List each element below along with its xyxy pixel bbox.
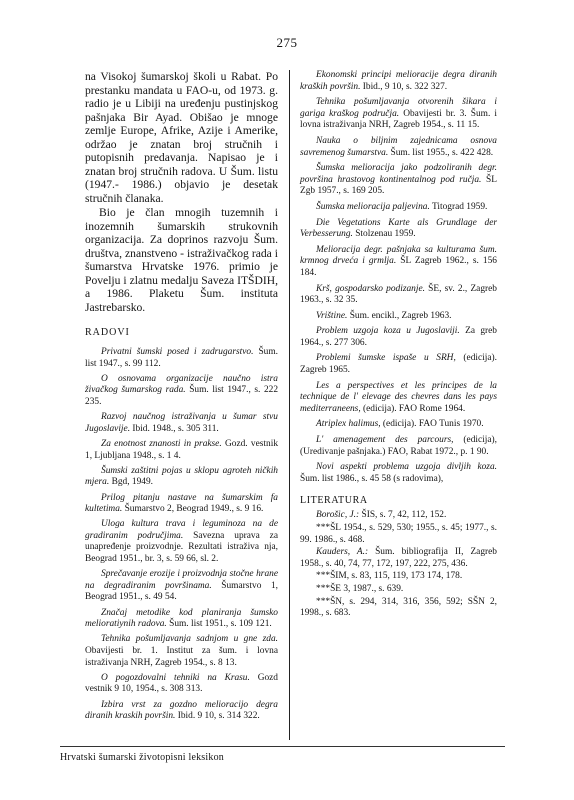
bibliography-entry — [85, 466, 278, 489]
bibliography-entry — [85, 493, 278, 516]
bibliography-entry — [85, 374, 278, 409]
bibliography-entry — [300, 284, 497, 307]
literature-citation: ***ŠIM, s. 83, 115, 119, 173 174, 178. — [316, 571, 463, 582]
entry-title: Prilog pitanju nastave na šumarskim fa kultetima. — [85, 492, 278, 515]
entry-title: Novi aspekti problema uzgoja divljih koza. — [316, 462, 497, 473]
entry-citation: Stolzenau 1959. — [352, 229, 416, 240]
entry-title: Izbira vrst za gozdno melioracijo degra diranih kraskih površin. — [85, 699, 278, 722]
right-column — [300, 70, 497, 621]
literature-entry — [300, 571, 497, 583]
entry-title: Nauka o biljnim zajednicama osnova savremenog šumarstva. — [300, 135, 497, 158]
entry-title: Za enotnost znanosti in prakse. — [101, 438, 222, 449]
bibliography-entry — [300, 326, 497, 349]
entry-citation: Obavijesti br. 3. Šum. i lovna istraživanja NRH, Zagreb 1954., s. 11 15. — [300, 108, 497, 131]
radovi-heading: RADOVI — [85, 327, 130, 338]
entry-title: Atriplex halimus, — [316, 419, 381, 430]
entry-title: Die Vegetations Karte als Grundlage der Verbesserung. — [300, 217, 497, 240]
bibliography-entry — [85, 412, 278, 435]
entry-citation: (edicija). FAO Tunis 1970. — [380, 419, 484, 430]
bibliography-entry — [85, 519, 278, 565]
entry-citation: Savezna uprava za unapređenje proizvodnje. Rezultati istraživa nja, Beograd 1951., br. 3, s. 59 66, sl. 2. — [85, 530, 278, 565]
literature-entry — [300, 523, 497, 546]
bibliography-entry — [300, 462, 497, 485]
entry-citation: Titograd 1959. — [429, 201, 488, 212]
entry-citation: Šumarstvo 2, Beograd 1949., s. 9 16. — [122, 504, 264, 515]
entry-title: Les a perspectives et les principes de la technique de l' elevage des chevres dans les pays mediterraneens, — [300, 380, 497, 414]
entry-title: O osnovama organizacije naučno istra živačkog šumarskog rada. — [85, 373, 278, 396]
entry-citation: Šum. list 1955., s. 422 428. — [388, 147, 494, 158]
entry-citation: Šumarstvo 1, Beograd 1951., s. 49 54. — [85, 580, 278, 603]
entry-citation: Ibid. 1948., s. 305 311. — [130, 423, 219, 434]
entry-citation: Gozd vestnik 9 10, 1954., s. 308 313. — [85, 672, 278, 695]
literature-citation: ***ŠL 1954., s. 529, 530; 1955., s. 45; 1977., s. 99. 1986., s. 468. — [300, 523, 497, 545]
literatura-heading: LITERATURA — [300, 495, 368, 507]
literature-entry — [300, 547, 497, 570]
entry-citation: Šum. list 1947., s. 99 112. — [85, 347, 278, 369]
bibliography-entry — [85, 634, 278, 669]
entry-title: Ekonomski principi melioracije degra diranih kraških površin. — [300, 70, 497, 92]
entry-citation: Ibid., 9 10, s. 322 327. — [360, 81, 448, 92]
entry-title: Značaj metodike kod planiranja šumsko melioratiynih radova. — [85, 607, 278, 630]
entry-citation: (edicija). Zagreb 1965. — [300, 353, 497, 376]
literature-entry — [300, 510, 497, 522]
bibliography-entry — [85, 439, 278, 462]
literature-citation: ***ŠE 3, 1987., s. 639. — [316, 583, 404, 594]
entry-title: Krš, gospodarsko podizanje. — [316, 283, 425, 294]
entry-title: Uloga kultura trava i leguminoza na de gradiranim područjima. — [85, 519, 278, 541]
entry-title: Privatni šumski posed i zadrugarstvo. — [101, 347, 254, 357]
literature-citation: ***ŠN, s. 294, 314, 316, 356, 592; SŠN 2, 1998., s. 683. — [300, 596, 497, 619]
bibliography-entry — [300, 419, 497, 431]
entry-citation: Šum. list 1947., s. 222 235. — [85, 385, 279, 407]
footer-title: Hrvatski šumarski životopisni leksikon — [60, 752, 224, 763]
radovi-list-continued — [300, 70, 497, 485]
literature-citation: ŠIS, s. 7, 42, 112, 152. — [359, 510, 447, 521]
bibliography-entry — [300, 353, 497, 376]
bibliography-entry — [300, 163, 497, 198]
entry-title: Šumska melioracija jako podzoliranih degr. površina hrastovog kontinentalnog pod ručja. — [300, 163, 497, 185]
entry-citation: Gozd. vestnik 1, Ljubljana 1948., s. 1 4. — [85, 438, 279, 461]
literature-author: Borošic, J.: — [316, 510, 360, 521]
entry-title: Šumska melioracija paljevina. — [316, 201, 430, 212]
entry-citation: Bgd, 1949. — [109, 477, 153, 488]
bibliography-entry — [300, 311, 497, 323]
bibliography-entry — [300, 136, 497, 159]
bibliography-entry — [300, 245, 497, 280]
entry-citation: (edicija). FAO Rome 1964. — [360, 403, 466, 414]
entry-citation: Šum. encikl., Zagreb 1963. — [347, 310, 452, 321]
entry-title: O pogozdovalni tehniki na Krasu. — [101, 672, 250, 683]
radovi-list — [85, 347, 278, 723]
entry-citation: Za greb 1964., s. 277 306. — [300, 326, 497, 348]
bibliography-entry — [300, 97, 497, 132]
entry-title: Melioracija degr. pašnjaka sa kulturama šum. krmnog drveća i grmlja. — [300, 244, 497, 267]
entry-citation: Ibid. 9 10, s. 314 322. — [175, 711, 260, 722]
bibliography-entry — [300, 202, 497, 214]
page-number: 275 — [276, 35, 298, 50]
left-column — [85, 70, 278, 726]
bibliography-entry — [85, 673, 278, 696]
bibliography-entry — [85, 347, 278, 370]
literature-author: Kauders, A.: — [316, 547, 369, 558]
entry-citation: ŠE, sv. 2., Zagreb 1963., s. 32 35. — [300, 283, 497, 306]
entry-title: Tehnika pošumljavanja sadnjom u gne zda. — [101, 634, 278, 645]
entry-title: Problem uzgoja koza u Jugoslaviji. — [316, 326, 460, 337]
entry-title: Šumski zaštitni pojas u sklopu agroteh ničkih mjera. — [85, 465, 278, 488]
entry-citation: Obavijesti br. 1. Institut za šum. i lovna istraživanja NRH, Zagreb 1954., s. 8 13. — [85, 646, 278, 668]
bio-paragraph-1: na Visokoj šumarskoj školi u Rabat. Po prestanku mandata u FAO-u, od 1973. g. radio je u Libiji na uređenju pustinjskog pašnjaka Bir Ayad. Obišao je mnoge zemlje Europe, Afrike, Azije i Amerike, održao je znatan broj stručnih i putopisnih predavanja. Napisao je i znatan broj stručnih radova. U Šum. listu (1947.- 1986.) objavio je desetak stručnih članaka. — [85, 70, 278, 205]
entry-title: Sprečavanje erozije i proizvodnja stočne hrane na degradiranim površinama. — [85, 569, 278, 591]
footer-divider — [60, 746, 505, 747]
bio-paragraph-2: Bio je član mnogih tuzemnih i inozemnih šumarskih strukovnih organizacija. Za doprinos razvoju Šum. društva, znanstveno - istraživačkog rada i šumarstva Hrvatske 1976. primio je Povelju i zlatnu medalju Saveza ITŠDIH, a 1986. Plaketu Šum. instituta Jastrebarsko. — [85, 206, 278, 314]
entry-citation: Šum. list 1986., s. 45 58 (s radovima), — [300, 473, 444, 484]
bibliography-entry — [300, 381, 497, 416]
literature-citation: Šum. bibliografija II, Zagreb 1958., s. 40, 74, 77, 172, 197, 222, 275, 436. — [300, 547, 497, 569]
entry-title: Problemi šumske ispaše u SRH, — [316, 353, 456, 364]
literature-entry — [300, 597, 497, 620]
bibliography-entry — [300, 218, 497, 241]
bibliography-entry — [300, 70, 497, 93]
bibliography-entry — [85, 608, 278, 631]
entry-citation: Šum. list 1951., s. 109 121. — [166, 619, 272, 630]
bibliography-entry — [85, 569, 278, 604]
column-divider — [289, 70, 290, 740]
entry-citation: ŠL Zgb 1957., s. 169 205. — [300, 174, 497, 197]
entry-title: Vrištine. — [316, 310, 348, 321]
entry-title: Tehnika pošumljavanja otvorenih šikara i gariga kraškog područja. — [300, 97, 497, 119]
entry-citation: (edicija), (Uredivanje pašnjaka.) FAO, Rabat 1972., p. 1 90. — [300, 435, 498, 457]
literatura-list — [300, 510, 497, 619]
entry-citation: ŠL Zagreb 1962., s. 156 184. — [300, 256, 497, 278]
bibliography-entry — [300, 435, 497, 458]
entry-title: L' amenagement des parcours, — [316, 435, 454, 446]
entry-title: Razvoj naučnog istraživanja u šumar stvu Jugoslavije. — [85, 412, 278, 434]
bibliography-entry — [85, 700, 278, 723]
literature-entry — [300, 584, 497, 596]
